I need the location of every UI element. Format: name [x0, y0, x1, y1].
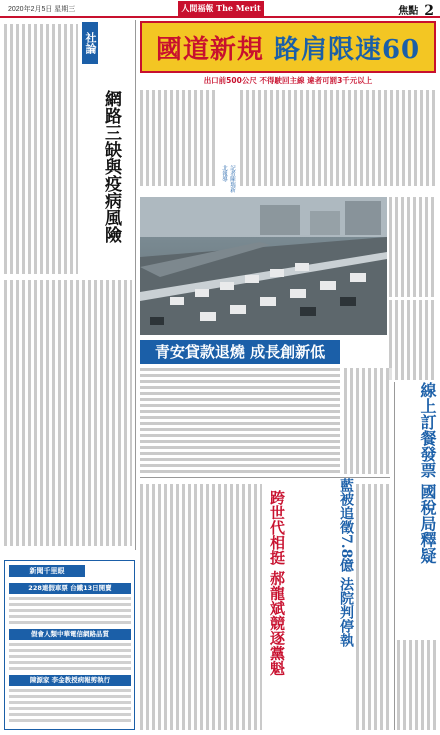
news-brief-box: [4, 560, 135, 730]
lead-body-text: [389, 197, 436, 297]
lead-headline-part2: 路肩限速60: [273, 35, 421, 65]
politics-body-left: [140, 484, 262, 730]
bank-story-headline[interactable]: 青安貸款退燒 成長創新低: [140, 340, 340, 364]
brief-item-body: [9, 689, 131, 725]
lead-subhead: 出口前500公尺 不得駛回主線 違者可罰3千元以上: [203, 76, 373, 85]
tax-story-body: [397, 640, 437, 730]
brief-item-headline[interactable]: 228連假車票 台鐵13日開賣: [9, 583, 131, 594]
lead-headline-part1: 國道新規: [155, 35, 264, 65]
brief-item-body: [9, 597, 131, 625]
editorial-tag: 社論: [82, 22, 98, 64]
politics-headline-left[interactable]: 跨世代相挺 郝龍斌競逐黨魁: [268, 490, 286, 676]
lead-headline: [142, 29, 434, 66]
issue-date: 2020年2月5日 星期三: [8, 6, 76, 13]
brief-item-headline[interactable]: 假會人類中華電信網路品質: [9, 629, 131, 640]
lead-byline: 記者陳瑞新北報導: [221, 165, 235, 193]
photo-caption: [389, 300, 436, 380]
brief-item-body: [9, 643, 131, 671]
photo-illustration: [140, 197, 387, 335]
page-number: 2: [424, 3, 434, 19]
editorial-body-b: [4, 280, 132, 546]
lead-body-text: [240, 90, 436, 186]
politics-body-right: [356, 484, 392, 730]
editorial-column: [0, 20, 136, 550]
page-header: [0, 0, 440, 18]
editorial-headline: 網路三缺與疫病風險: [101, 90, 121, 243]
section-label: 焦點: [398, 6, 419, 17]
brief-box-title: 新聞千里眼: [9, 565, 85, 577]
section-name: [398, 2, 434, 18]
tax-story-headline[interactable]: 線上訂餐發票 國稅局釋疑: [418, 382, 437, 564]
editorial-body-a: [4, 24, 78, 274]
lead-story-body: [140, 90, 436, 186]
politics-headline-right[interactable]: 藍被追徵7.8億 法院判停執: [338, 478, 354, 648]
masthead-logo[interactable]: 人間福報 The Merit: [178, 1, 264, 16]
brief-item-headline[interactable]: 陳源家 李金教授病報剪執行: [9, 675, 131, 686]
lead-headline-banner[interactable]: [140, 21, 436, 73]
column-divider: [394, 382, 395, 730]
bank-story-body: [140, 368, 340, 474]
highway-traffic-photo[interactable]: [140, 197, 387, 335]
tax-story-body: [344, 368, 392, 474]
lead-body-text: [140, 90, 218, 186]
